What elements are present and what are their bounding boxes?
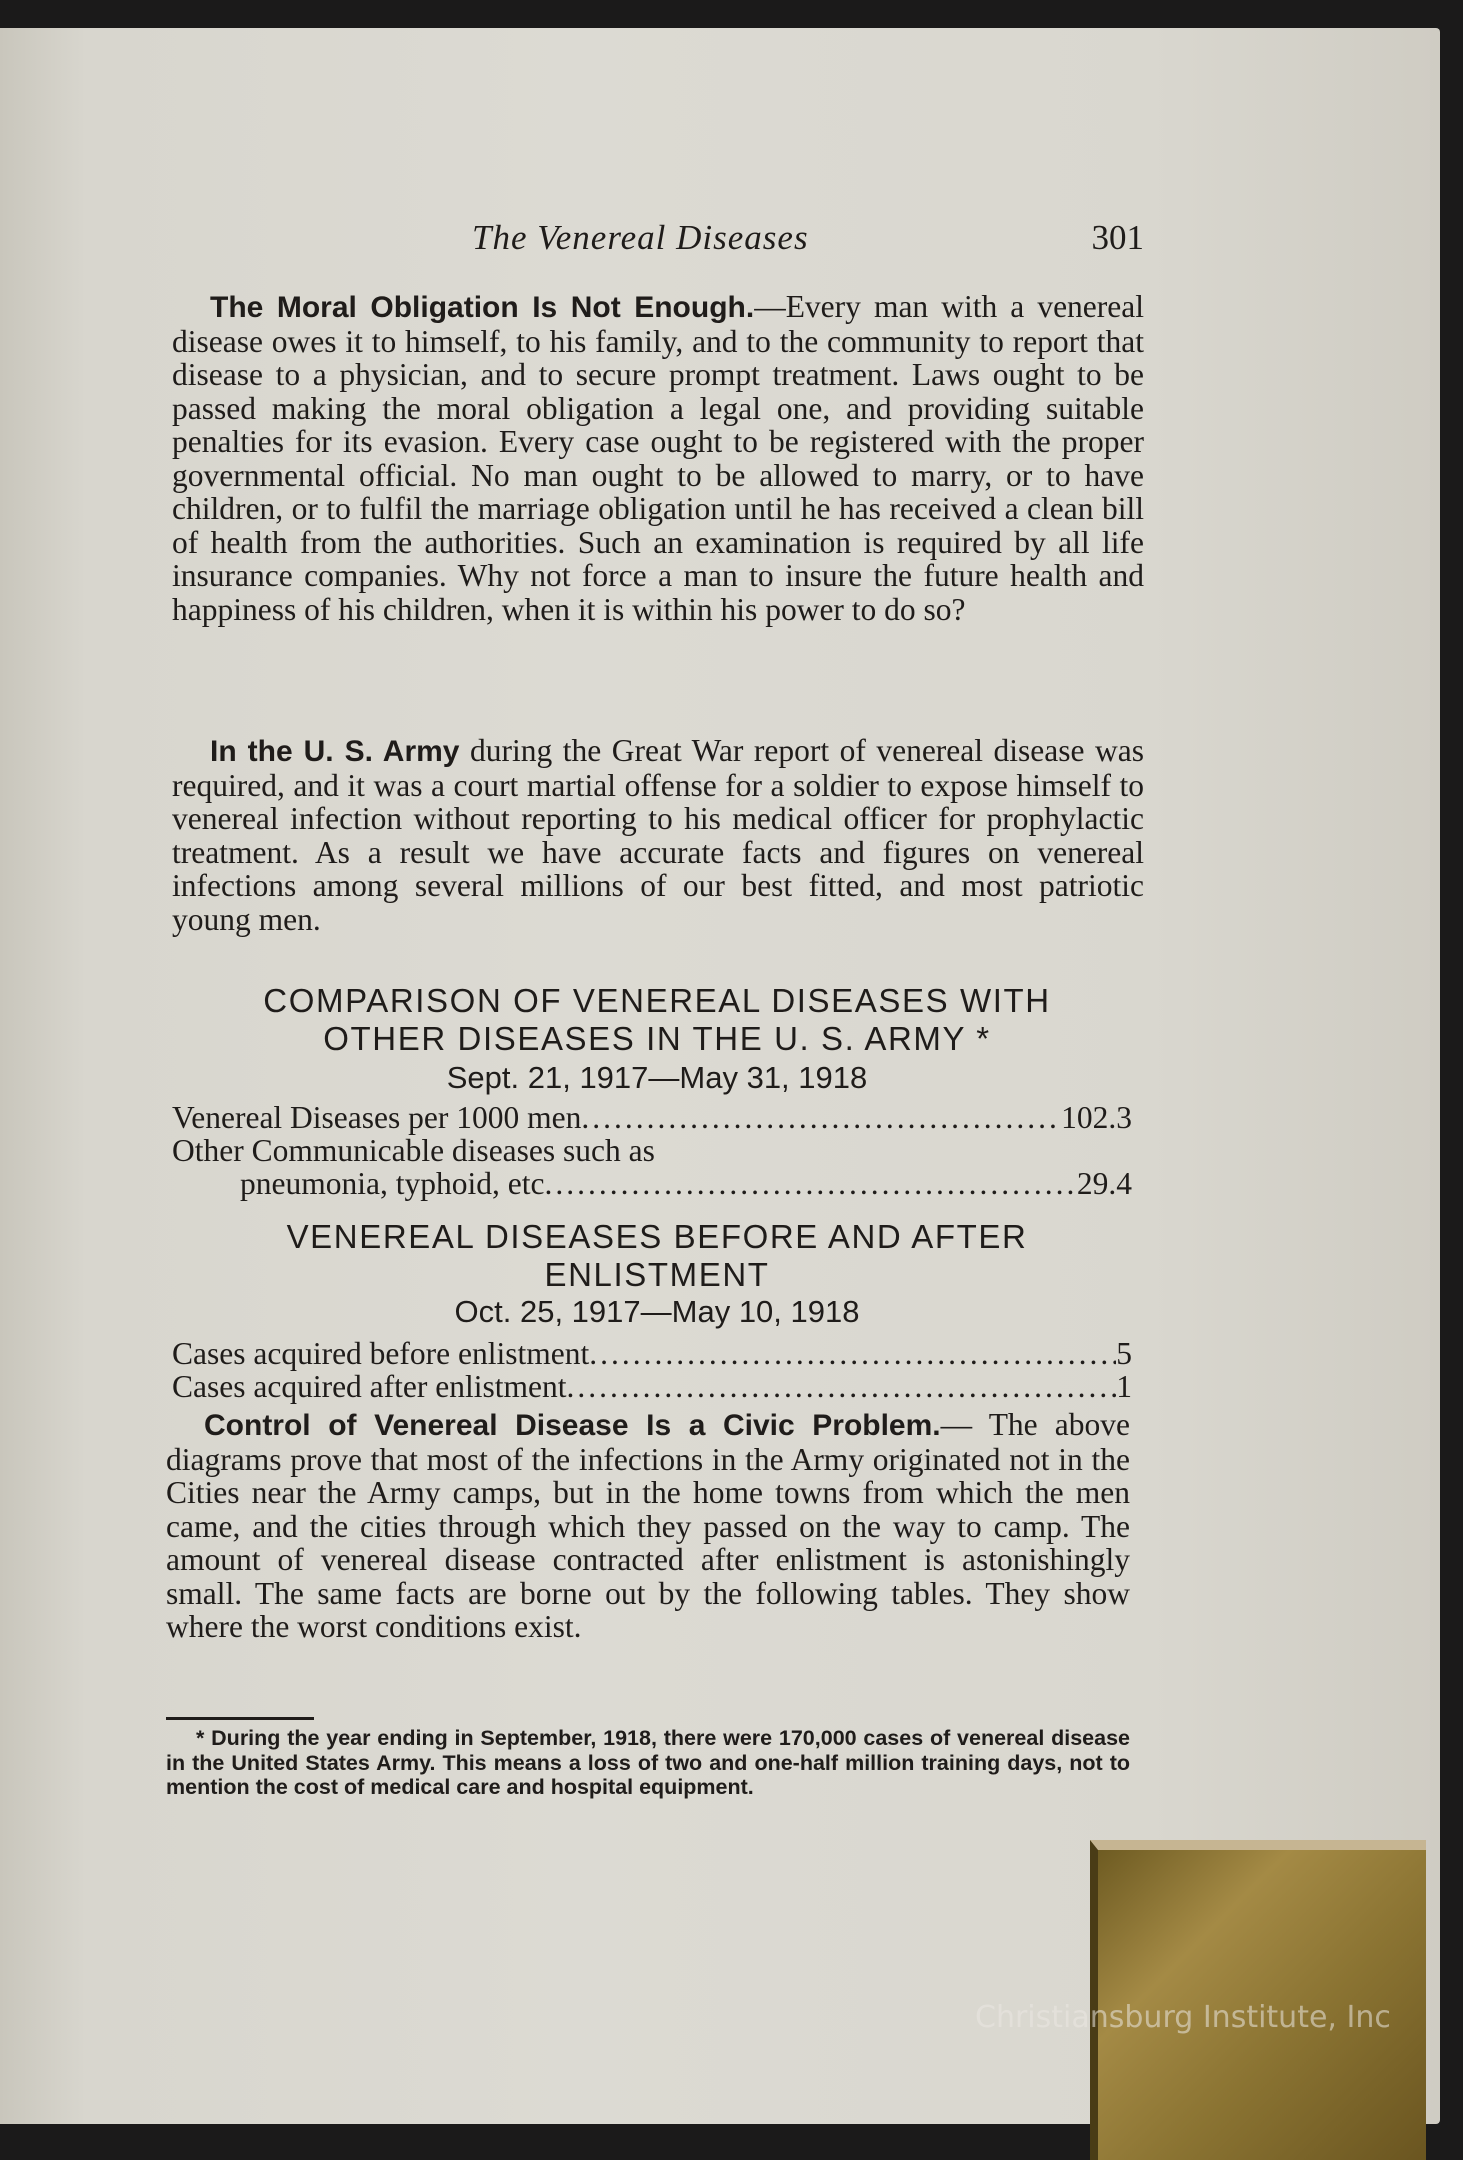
- paragraph-moral-obligation: [172, 290, 1144, 626]
- row-value: 29.4: [1076, 1166, 1132, 1201]
- paragraph-text: — The above diagrams prove that most of the infections in the Army originated not in the Cities near the Army camps, but in the home towns from which the men came, and the cities through which they passed on the way to camp. The amount of venereal disease contracted after enlistment is astonishingly small. The same facts are borne out by the following tables. They show where the worst conditions exist.: [166, 1407, 1130, 1644]
- table2-date-range: Oct. 25, 1917—May 10, 1918: [454, 1294, 860, 1329]
- table2-row-after: [172, 1369, 1132, 1405]
- row-label: pneumonia, typhoid, etc: [240, 1166, 545, 1201]
- table1-row-other: [172, 1166, 1132, 1202]
- row-label: Other Communicable diseases such as: [172, 1133, 655, 1168]
- leader-dots: [544, 1166, 1076, 1202]
- paragraph-us-army: [172, 734, 1144, 936]
- row-value: 5: [1116, 1336, 1132, 1371]
- run-in-heading: The Moral Obligation Is Not Enough.: [210, 291, 755, 324]
- run-in-heading: In the U. S. Army: [210, 735, 460, 768]
- paragraph-text: —Every man with a venereal disease owes it to himself, to his family, and to the community to report that disease to a physician, and to secure prompt treatment. Laws ought to be passed making the moral obligation a legal one, and providing suitable penalties for its evasion. Every case ought to be registered with the proper governmental official. No man ought to be allowed to marry, or to have children, or to fulfil the marriage obligation until he has received a clean bill of health from the authorities. Such an examination is required by all life insurance companies. Why not force a man to insure the future health and happiness of his children, when it is within his power to do so?: [172, 289, 1144, 627]
- paragraph-text: during the Great War report of venereal disease was required, and it was a court martial offense for a soldier to expose himself to venereal infection without reporting to his medical officer for prophylactic treatment. As a result we have accurate facts and figures on venereal infections among several millions of our best fitted, and most patriotic young men.: [172, 733, 1144, 937]
- table2-heading-line2: ENLISTMENT: [544, 1256, 770, 1293]
- row-label: Cases acquired after enlistment: [172, 1369, 567, 1404]
- footnote: * During the year ending in September, 1918, there were 170,000 cases of venereal disease in the United States Army. This means a loss of two and one-half million training days, not to mention the cost of medical care and hospital equipment.: [166, 1726, 1130, 1799]
- table1-date-range: Sept. 21, 1917—May 31, 1918: [446, 1060, 868, 1095]
- leader-dots: [581, 1100, 1061, 1136]
- table1-heading: [166, 982, 1148, 1058]
- table2-row-before: [172, 1336, 1132, 1372]
- run-in-heading: Control of Venereal Disease Is a Civic Problem.: [204, 1409, 941, 1442]
- footnote-rule: [166, 1717, 314, 1720]
- table1-row-other-line1: [172, 1133, 1132, 1169]
- table2-heading-line1: VENEREAL DISEASES BEFORE AND AFTER: [286, 1218, 1028, 1255]
- table2-heading: [166, 1218, 1148, 1294]
- leader-dots: [566, 1369, 1116, 1405]
- table1-row-venereal: [172, 1100, 1132, 1136]
- leader-dots: [589, 1336, 1116, 1372]
- paragraph-civic-problem: [166, 1408, 1130, 1644]
- running-head: [172, 218, 1144, 268]
- row-value: 102.3: [1061, 1100, 1132, 1135]
- table1-heading-line2: OTHER DISEASES IN THE U. S. ARMY *: [323, 1020, 991, 1057]
- row-label: Cases acquired before enlistment: [172, 1336, 590, 1371]
- watermark: Christiansburg Institute, Inc: [975, 2000, 1391, 2035]
- page-number: 301: [1091, 218, 1144, 257]
- row-label: Venereal Diseases per 1000 men: [172, 1100, 582, 1135]
- row-value: 1: [1116, 1369, 1132, 1404]
- running-head-title: The Venereal Diseases: [472, 218, 809, 257]
- table1-heading-line1: COMPARISON OF VENEREAL DISEASES WITH: [263, 982, 1051, 1019]
